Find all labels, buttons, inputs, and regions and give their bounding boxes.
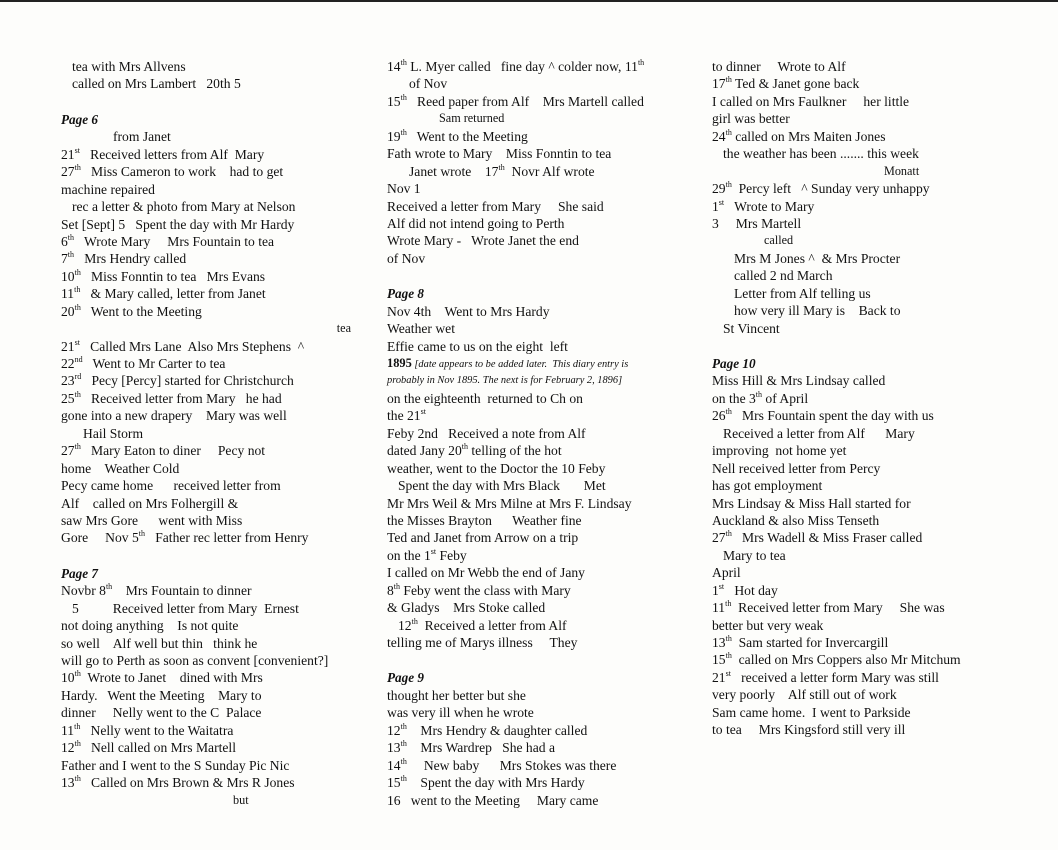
diary-line: Sam returned xyxy=(439,111,505,126)
diary-line: 21st Called Mrs Lane Also Mrs Stephens ^ xyxy=(61,337,305,354)
diary-line: 15th Reed paper from Alf Mrs Martell called xyxy=(387,92,644,109)
diary-line: 27th Mrs Wadell & Miss Fraser called xyxy=(712,529,923,546)
diary-line: 27th Mary Eaton to diner Pecy not xyxy=(61,442,266,459)
diary-line: Nell received letter from Percy xyxy=(712,460,881,476)
diary-line: Mary to tea xyxy=(723,547,786,563)
diary-line: but xyxy=(233,792,249,807)
diary-line: 17th Ted & Janet gone back xyxy=(712,75,860,92)
diary-line: 13th Called on Mrs Brown & Mrs R Jones xyxy=(61,774,295,791)
diary-line: of Nov xyxy=(387,250,426,266)
diary-line: 3 Mrs Martell xyxy=(712,215,802,231)
page-heading: Page 7 xyxy=(61,565,98,581)
diary-line: I called on Mrs Faulkner her little xyxy=(712,93,910,109)
diary-line: called on Mrs Lambert 20th 5 xyxy=(72,76,241,92)
diary-line: Set [Sept] 5 Spent the day with Mr Hardy xyxy=(61,216,295,232)
diary-line: Gore Nov 5th Father rec letter from Henry xyxy=(61,529,309,546)
page-heading: Page 10 xyxy=(712,356,756,371)
diary-line: 25th Received letter from Mary he had xyxy=(61,389,282,406)
diary-line: tea with Mrs Allvens xyxy=(72,59,186,74)
page-heading: Page 9 xyxy=(387,670,424,686)
diary-line: 21st received a letter form Mary was still xyxy=(712,668,939,685)
diary-line: Fath wrote to Mary Miss Fonntin to tea xyxy=(387,146,612,162)
editorial-note: 1895 [date appears to be added later. This diary entry is xyxy=(387,356,629,370)
diary-line: 12th Nell called on Mrs Martell xyxy=(61,739,236,756)
entry-gap xyxy=(387,267,687,276)
diary-line: from Janet xyxy=(113,129,171,145)
diary-line: Received a letter from Alf Mary xyxy=(723,425,915,441)
diary-line: 10th Miss Fonntin to tea Mrs Evans xyxy=(61,267,266,284)
diary-line: Janet wrote 17th Novr Alf wrote xyxy=(409,162,595,179)
diary-line: 10th Wrote to Janet dined with Mrs xyxy=(61,669,263,686)
diary-line: girl was better xyxy=(712,111,790,127)
diary-line: called 2 nd March xyxy=(734,268,833,284)
diary-line: 13th Sam started for Invercargill xyxy=(712,634,889,650)
diary-line: 16 went to the Meeting Mary came xyxy=(387,792,599,808)
diary-line: dated Jany 20th telling of the hot xyxy=(387,442,562,459)
diary-line: Nov 4th Went to Mrs Hardy xyxy=(387,303,550,319)
diary-line: 14th New baby Mrs Stokes was there xyxy=(387,756,617,773)
diary-line: Pecy came home received letter from xyxy=(61,478,281,494)
diary-line: of Nov xyxy=(409,76,448,92)
diary-line: Miss Hill & Mrs Lindsay called xyxy=(712,373,886,389)
diary-line: Weather wet xyxy=(387,321,455,337)
top-rule xyxy=(0,0,1058,2)
diary-line: 22nd Went to Mr Carter to tea xyxy=(61,355,226,371)
diary-line: on the 1st Feby xyxy=(387,546,467,563)
diary-line: Ted and Janet from Arrow on a trip xyxy=(387,530,579,546)
diary-line: called xyxy=(764,233,794,248)
diary-line: 20th Went to the Meeting xyxy=(61,302,202,319)
diary-line: 11th & Mary called, letter from Janet xyxy=(61,285,266,302)
diary-line: 23rd Pecy [Percy] started for Christchurch xyxy=(61,372,294,389)
diary-line: the 21st xyxy=(387,407,426,424)
diary-line: rec a letter & photo from Mary at Nelson xyxy=(72,199,296,215)
diary-line: weather, went to the Doctor the 10 Feby xyxy=(387,460,606,476)
diary-line: Mr Mrs Weil & Mrs Milne at Mrs F. Lindsay xyxy=(387,495,632,511)
diary-line: 5 Received letter from Mary Ernest xyxy=(72,600,299,616)
diary-line: so well Alf well but thin think he xyxy=(61,635,258,651)
diary-line: has got employment xyxy=(712,478,823,494)
diary-line: on the 3th of April xyxy=(712,389,809,406)
diary-line: I called on Mr Webb the end of Jany xyxy=(387,565,585,581)
entry-gap xyxy=(387,651,687,660)
diary-line: was very ill when he wrote xyxy=(387,705,534,721)
diary-line: Hardy. Went the Meeting Mary to xyxy=(61,687,262,703)
entry-gap xyxy=(61,93,361,102)
diary-line: Mrs Lindsay & Miss Hall started for xyxy=(712,495,911,511)
diary-line: machine repaired xyxy=(61,181,155,197)
diary-line: the weather has been ....... this week xyxy=(723,146,919,162)
diary-line: gone into a new drapery Mary was well xyxy=(61,408,287,424)
diary-line: Auckland & also Miss Tenseth xyxy=(712,512,880,528)
diary-line: 12th Mrs Hendry & daughter called xyxy=(387,721,588,738)
diary-line: Nov 1 xyxy=(387,181,421,197)
diary-line: April xyxy=(712,565,741,581)
diary-line: 12th Received a letter from Alf xyxy=(398,616,567,633)
diary-line: 19th Went to the Meeting xyxy=(387,127,528,144)
diary-line: to tea Mrs Kingsford still very ill xyxy=(712,722,906,738)
diary-line: better but very weak xyxy=(712,617,824,633)
diary-line: to dinner Wrote to Alf xyxy=(712,59,846,74)
diary-line: & Gladys Mrs Stoke called xyxy=(387,600,546,616)
diary-line: Letter from Alf telling us xyxy=(734,285,871,301)
diary-column-1 xyxy=(61,58,361,809)
diary-line: home Weather Cold xyxy=(61,460,180,476)
page-heading: Page 6 xyxy=(61,111,98,127)
diary-line: very poorly Alf still out of work xyxy=(712,687,897,703)
diary-line: how very ill Mary is Back to xyxy=(734,303,901,319)
diary-line: 14th L. Myer called fine day ^ colder now, 11th xyxy=(387,58,645,74)
diary-line: not doing anything Is not quite xyxy=(61,618,239,634)
page-heading: Page 8 xyxy=(387,286,424,302)
diary-line: 1st Wrote to Mary xyxy=(712,197,815,214)
diary-line: 26th Mrs Fountain spent the day with us xyxy=(712,407,934,424)
diary-line: the Misses Brayton Weather fine xyxy=(387,512,582,528)
diary-line: Effie came to us on the eight left xyxy=(387,338,568,354)
diary-line: 21st Received letters from Alf Mary xyxy=(61,145,265,162)
diary-line: Hail Storm xyxy=(83,425,144,441)
diary-line: Spent the day with Mrs Black Met xyxy=(398,478,606,494)
diary-line: Alf did not intend going to Perth xyxy=(387,215,565,231)
entry-gap xyxy=(61,547,361,556)
diary-line: Feby 2nd Received a note from Alf xyxy=(387,425,586,441)
diary-line: 27th Miss Cameron to work had to get xyxy=(61,163,284,180)
diary-line: 24th called on Mrs Maiten Jones xyxy=(712,127,886,144)
diary-line: dinner Nelly went to the C Palace xyxy=(61,705,262,721)
diary-line: 1st Hot day xyxy=(712,581,778,598)
diary-line: 15th called on Mrs Coppers also Mr Mitchum xyxy=(712,651,961,668)
diary-line: Mrs M Jones ^ & Mrs Procter xyxy=(734,250,901,266)
diary-line: Monatt xyxy=(884,163,920,178)
diary-line: will go to Perth as soon as convent [convenient?] xyxy=(61,653,329,668)
diary-line: 11th Nelly went to the Waitatra xyxy=(61,721,234,738)
diary-line: thought her better but she xyxy=(387,687,526,703)
diary-column-3 xyxy=(712,58,1012,739)
diary-line: Wrote Mary - Wrote Janet the end xyxy=(387,233,579,249)
entry-gap xyxy=(712,337,1012,346)
diary-line: Novbr 8th Mrs Fountain to dinner xyxy=(61,582,252,599)
diary-line: tea xyxy=(336,321,351,336)
diary-line: 11th Received letter from Mary She was xyxy=(712,599,945,616)
diary-column-2 xyxy=(387,58,687,809)
diary-line: 29th Percy left ^ Sunday very unhappy xyxy=(712,180,930,197)
diary-line: 8th Feby went the class with Mary xyxy=(387,581,571,598)
diary-line: 15th Spent the day with Mrs Hardy xyxy=(387,774,585,791)
diary-line: 13th Mrs Wardrep She had a xyxy=(387,739,555,756)
diary-line: Received a letter from Mary She said xyxy=(387,198,604,214)
diary-line: 7th Mrs Hendry called xyxy=(61,250,187,267)
diary-line: 6th Wrote Mary Mrs Fountain to tea xyxy=(61,232,275,249)
diary-line: Alf called on Mrs Folhergill & xyxy=(61,495,239,511)
diary-line: improving not home yet xyxy=(712,443,847,459)
diary-line: St Vincent xyxy=(723,320,780,336)
diary-line: Sam came home. I went to Parkside xyxy=(712,704,911,720)
diary-line: Father and I went to the S Sunday Pic Nic xyxy=(61,757,290,773)
editorial-note: probably in Nov 1895. The next is for February 2, 1896] xyxy=(387,375,623,387)
diary-line: on the eighteenth returned to Ch on xyxy=(387,390,583,406)
diary-line: saw Mrs Gore went with Miss xyxy=(61,512,243,528)
diary-line: telling me of Marys illness They xyxy=(387,635,578,650)
